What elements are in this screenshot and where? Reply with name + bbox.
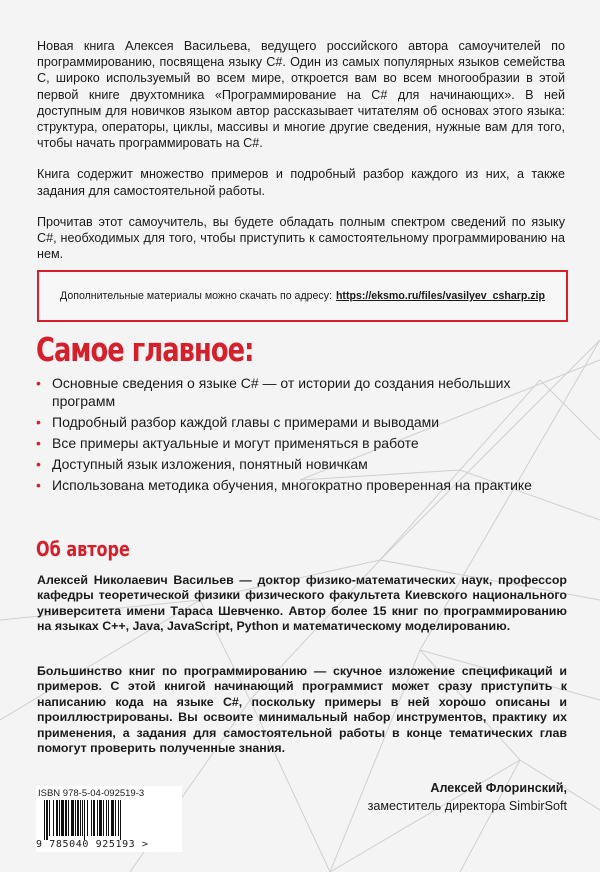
downloads-link[interactable]: https://eksmo.ru/files/vasilyev_csharp.zip [335, 290, 545, 302]
list-item: • Использована методика обучения, многократно проверенная на практике [36, 477, 532, 493]
main-points-title: Самое главное: [36, 330, 254, 369]
reviewer-position: заместитель директора SimbirSoft [367, 799, 567, 813]
isbn-barcode [36, 786, 182, 852]
intro-paragraph-3: Прочитав этот самоучитель, вы будете обладать полным спектром сведений по языку C#, необходимых для того, чтобы приступить к самостоятельному программированию на нем. [37, 214, 565, 262]
about-author-title: Об авторе [36, 537, 130, 561]
list-item: • Все примеры актуальные и могут применяться в работе [36, 435, 419, 451]
intro-paragraph-2: Книга содержит множество примеров и подробный разбор каждого из них, а также задания для самостоятельной работы. [37, 167, 565, 198]
intro-paragraph-1: Новая книга Алексея Васильева, ведущего российского автора самоучителей по программированию, посвящена языку C#. Один из самых популярных языков семейства С, широко используемый во всем мире, откроется вам во всем многообразии в этой первой книге двухтомника «Программирование на C# для начинающих». В ней доступным для новичков языком автор рассказывает читателям об основах этого языка: структура, операторы, циклы, массивы и многие другие сведения, нужные вам для того, чтобы начать программировать на C#. [37, 39, 565, 151]
barcode-digits: 9 785040 925193 > [36, 839, 149, 850]
reviewer-name: Алексей Флоринский, [430, 781, 567, 795]
reviewer-signature [368, 779, 567, 815]
isbn-label: ISBN 978-5-04-092519-3 [38, 788, 145, 799]
list-item: • Доступный язык изложения, понятный новичкам [36, 456, 368, 472]
downloads-text: Дополнительные материалы можно скачать по адресу: [60, 290, 332, 302]
bullet-icon: • [36, 414, 41, 430]
list-item: • Основные сведения о языке C# — от истории до создания небольших программ [36, 375, 511, 409]
review-text: Большинство книг по программированию — скучное изложение спецификаций и примеров. С этой книгой начинающий программист может сразу приступить к написанию кода на языке C#, поскольку примеры в ней хорошо описаны и проиллюстрированы. Вы освоите минимальный набор инструментов, практику их применения, а задания для самостоятельной работы в конце тематических глав помогут проверить полученные знания. [37, 664, 567, 756]
bullet-icon: • [36, 456, 41, 472]
list-item: • Подробный разбор каждой главы с примерами и выводами [36, 414, 440, 430]
main-points-list [36, 374, 556, 497]
about-author-text: Алексей Николаевич Васильев — доктор физико-математических наук, профессор кафедры теоретической физики физического факультета Киевского национального университета имени Тараса Шевченко. Автор более 15 книг по программированию на языках C++, Java, JavaScript, Python и математическому моделированию. [37, 573, 567, 634]
intro-text [37, 38, 565, 277]
bullet-icon: • [36, 435, 41, 451]
barcode-icon [36, 800, 182, 840]
downloads-box [37, 270, 568, 322]
bullet-icon: • [36, 375, 41, 391]
bullet-icon: • [36, 477, 41, 493]
